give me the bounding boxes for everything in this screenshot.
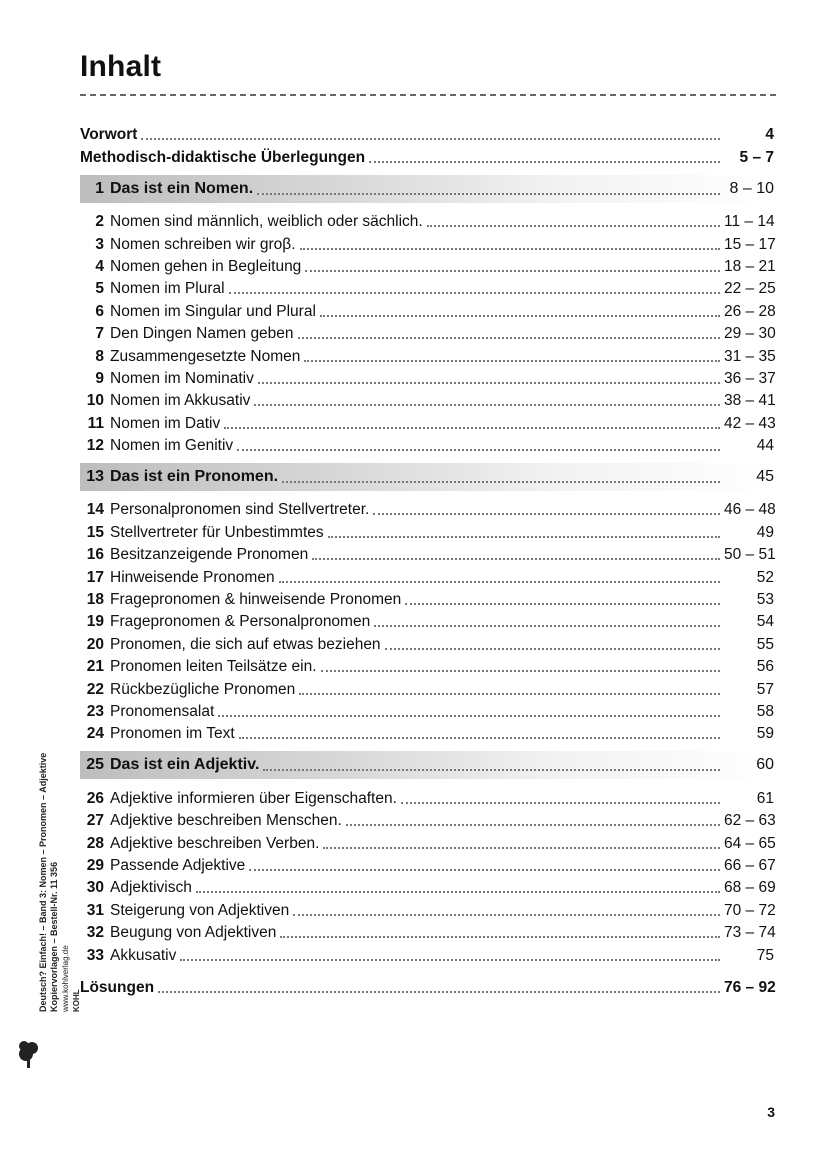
toc-entry-number: 9 — [95, 369, 104, 387]
toc-entry-pages: 56 — [756, 658, 774, 676]
toc-entry[interactable] — [80, 721, 776, 743]
toc-chapter-label: Das ist ein Adjektiv. — [110, 756, 260, 774]
dot-leader — [224, 427, 720, 429]
toc-entry-label: Personalpronomen sind Stellvertreter. — [110, 501, 370, 519]
toc-entry[interactable] — [80, 388, 776, 410]
toc-entry-pages: 18 – 21 — [724, 257, 776, 275]
toc-entry-pages: 64 – 65 — [724, 834, 776, 852]
toc-entry[interactable] — [80, 920, 776, 942]
dot-leader — [304, 360, 720, 362]
toc-entry-label: Rückbezügliche Pronomen — [110, 680, 296, 698]
toc-entry[interactable] — [80, 785, 776, 807]
toc-entry-label: Passende Adjektive — [110, 856, 246, 874]
toc-entry-pages: 50 – 51 — [724, 546, 776, 564]
toc-entry[interactable] — [80, 519, 776, 541]
toc-entry-label: Fragepronomen & Personalpronomen — [110, 613, 371, 631]
dot-leader — [405, 603, 720, 605]
dot-leader — [237, 449, 720, 451]
page-number: 3 — [767, 1104, 775, 1120]
toc-entry-pages: 62 – 63 — [724, 812, 776, 830]
toc-entry-number: 19 — [86, 613, 104, 631]
toc-entry-number: 16 — [86, 546, 104, 564]
toc-entry-label: Akkusativ — [110, 946, 177, 964]
toc-entry-label: Besitzanzeigende Pronomen — [110, 546, 309, 564]
toc-entry-pages: 53 — [756, 591, 774, 609]
dot-leader — [229, 292, 720, 294]
toc-entry-number: 12 — [86, 437, 104, 455]
dot-leader — [385, 648, 720, 650]
dot-leader — [257, 193, 720, 195]
toc-entry[interactable] — [80, 830, 776, 852]
toc-entry[interactable] — [80, 699, 776, 721]
toc-entry-number: 23 — [86, 702, 104, 720]
toc-entry-number: 31 — [86, 901, 104, 919]
toc-chapter-number: 1 — [95, 179, 104, 197]
toc-entry-label: Nomen im Nominativ — [110, 369, 254, 387]
toc-entry-label: Adjektivisch — [110, 879, 192, 897]
toc-entry-pages: 29 – 30 — [724, 325, 776, 343]
toc-entry[interactable] — [80, 497, 776, 519]
book-title: Deutsch? Einfach! – Band 3: Nomen – Pronomen – Adjektive — [38, 752, 48, 1012]
toc-entry-number: 18 — [86, 591, 104, 609]
dot-leader — [196, 891, 720, 893]
dot-leader — [323, 847, 720, 849]
dot-leader — [305, 270, 720, 272]
toc-entry-number: 27 — [86, 812, 104, 830]
toc-entry[interactable] — [80, 321, 776, 343]
toc-entry-label: Nomen sind männlich, weiblich oder sächlich. — [110, 213, 423, 231]
toc-entry[interactable] — [80, 209, 776, 231]
table-of-contents — [80, 122, 776, 997]
toc-entry-pages: 68 – 69 — [724, 879, 776, 897]
dot-leader — [299, 693, 720, 695]
toc-entry-label: Pronomen, die sich auf etwas beziehen — [110, 635, 381, 653]
dot-leader — [328, 536, 720, 538]
toc-entry-pages: 11 – 14 — [724, 213, 775, 231]
toc-entry-pages: 22 – 25 — [724, 280, 776, 298]
toc-entry[interactable] — [80, 231, 776, 253]
toc-chapter-adjektiv[interactable] — [80, 751, 776, 779]
dot-leader — [254, 404, 720, 406]
toc-chapter-label: Das ist ein Nomen. — [110, 179, 254, 197]
toc-entry-number: 20 — [86, 635, 104, 653]
page-title: Inhalt — [80, 50, 162, 83]
toc-entry[interactable] — [80, 587, 776, 609]
toc-entry-label: Pronomen leiten Teilsätze ein. — [110, 658, 317, 676]
toc-entry-label: Nomen im Singular und Plural — [110, 302, 316, 320]
toc-entry-label: Adjektive beschreiben Menschen. — [110, 812, 342, 830]
toc-entry-label: Methodisch-didaktische Überlegungen — [80, 148, 366, 166]
toc-entry-pages: 15 – 17 — [724, 235, 776, 253]
spacer — [80, 965, 776, 975]
toc-entry[interactable] — [80, 343, 776, 365]
toc-entry-number: 29 — [86, 856, 104, 874]
toc-chapter-pronomen[interactable] — [80, 463, 776, 491]
toc-entry-label: Zusammengesetzte Nomen — [110, 347, 301, 365]
publisher-logo — [16, 1016, 64, 1072]
toc-entry-label: Nomen gehen in Begleitung — [110, 257, 302, 275]
publisher-website[interactable]: www.kohlverlag.de — [61, 945, 70, 1012]
toc-entry-number: 2 — [95, 213, 104, 231]
toc-entry[interactable] — [80, 366, 776, 388]
toc-entry-label: Steigerung von Adjektiven — [110, 901, 290, 919]
dot-leader — [249, 869, 720, 871]
toc-entry-methodisch[interactable] — [80, 144, 776, 166]
toc-entry[interactable] — [80, 564, 776, 586]
toc-entry-pages: 52 — [756, 568, 774, 586]
toc-entry-label: Adjektive beschreiben Verben. — [110, 834, 320, 852]
toc-entry-vorwort[interactable] — [80, 122, 776, 144]
toc-entry-label: Lösungen — [80, 978, 155, 996]
toc-entry-number: 21 — [86, 658, 104, 676]
toc-entry[interactable] — [80, 254, 776, 276]
toc-entry-pages: 42 – 43 — [724, 414, 776, 432]
toc-section-adjektiv — [80, 785, 776, 964]
dot-leader — [282, 481, 720, 483]
order-number: Kopiervorlagen – Bestell-Nr. 11 356 — [49, 861, 59, 1012]
toc-chapter-number: 13 — [86, 468, 104, 486]
toc-chapter-number: 25 — [86, 756, 104, 774]
dot-leader — [141, 138, 720, 140]
toc-entry-pages: 54 — [756, 613, 774, 631]
toc-entry-number: 26 — [86, 789, 104, 807]
dot-leader — [321, 670, 720, 672]
dot-leader — [298, 337, 720, 339]
toc-entry[interactable] — [80, 676, 776, 698]
toc-chapter-nomen[interactable] — [80, 175, 776, 203]
toc-entry-pages: 38 – 41 — [724, 392, 776, 410]
toc-entry-label: Nomen im Dativ — [110, 414, 221, 432]
toc-entry-number: 33 — [86, 946, 104, 964]
toc-entry-pages: 61 — [756, 789, 774, 807]
toc-entry-number: 24 — [86, 725, 104, 743]
toc-entry-pages: 31 – 35 — [724, 347, 776, 365]
toc-entry-pages: 59 — [756, 725, 774, 743]
dot-leader — [320, 315, 720, 317]
dot-leader — [300, 248, 720, 250]
toc-entry-number: 4 — [95, 257, 104, 275]
toc-entry-number: 3 — [95, 235, 104, 253]
toc-entry-label: Hinweisende Pronomen — [110, 568, 275, 586]
toc-entry-number: 14 — [86, 501, 104, 519]
toc-entry[interactable] — [80, 631, 776, 653]
dot-leader — [427, 225, 720, 227]
title-divider — [80, 94, 776, 96]
toc-entry-label: Pronomensalat — [110, 702, 215, 720]
toc-entry-pages: 36 – 37 — [724, 369, 776, 387]
toc-entry[interactable] — [80, 942, 776, 964]
toc-entry-label: Nomen im Genitiv — [110, 437, 234, 455]
toc-entry-pages: 44 — [756, 437, 774, 455]
toc-entry-pages: 58 — [756, 702, 774, 720]
toc-entry-label: Stellvertreter für Unbestimmtes — [110, 523, 324, 541]
toc-entry-number: 22 — [86, 680, 104, 698]
toc-entry[interactable] — [80, 897, 776, 919]
dot-leader — [293, 914, 720, 916]
toc-entry-number: 6 — [95, 302, 104, 320]
toc-entry-label: Nomen im Plural — [110, 280, 225, 298]
toc-entry-label: Vorwort — [80, 126, 138, 144]
toc-entry-pages: 70 – 72 — [724, 901, 776, 919]
toc-section-pronomen — [80, 497, 776, 743]
dot-leader — [346, 824, 720, 826]
toc-entry-number: 11 — [87, 414, 104, 432]
publisher-logo-text: KOHL — [72, 989, 81, 1012]
toc-entry[interactable] — [80, 276, 776, 298]
toc-entry-pages: 73 – 74 — [724, 924, 776, 942]
toc-entry-pages: 75 — [756, 946, 774, 964]
dot-leader — [239, 737, 720, 739]
toc-entry-number: 15 — [86, 523, 104, 541]
toc-entry-label: Nomen im Akkusativ — [110, 392, 251, 410]
dot-leader — [373, 513, 720, 515]
dot-leader — [369, 161, 720, 163]
dot-leader — [218, 715, 720, 717]
toc-entry-label: Nomen schreiben wir groβ. — [110, 235, 296, 253]
toc-entry[interactable] — [80, 410, 776, 432]
toc-entry-label: Pronomen im Text — [110, 725, 235, 743]
toc-entry-number: 32 — [86, 924, 104, 942]
toc-entry-pages: 26 – 28 — [724, 302, 776, 320]
toc-entry[interactable] — [80, 433, 776, 455]
toc-section-nomen — [80, 209, 776, 455]
toc-entry[interactable] — [80, 808, 776, 830]
toc-entry[interactable] — [80, 298, 776, 320]
dot-leader — [180, 959, 720, 961]
dot-leader — [263, 769, 720, 771]
dot-leader — [312, 558, 720, 560]
toc-entry-pages: 4 — [765, 126, 774, 144]
toc-entry-pages: 55 — [756, 635, 774, 653]
toc-entry[interactable] — [80, 542, 776, 564]
toc-entry-label: Fragepronomen & hinweisende Pronomen — [110, 591, 402, 609]
toc-entry-number: 8 — [95, 347, 104, 365]
dot-leader — [258, 382, 720, 384]
dot-leader — [401, 802, 720, 804]
toc-entry-number: 10 — [86, 392, 104, 410]
toc-chapter-pages: 8 – 10 — [729, 179, 774, 197]
toc-entry-loesungen[interactable] — [80, 975, 776, 997]
toc-entry-number: 28 — [86, 834, 104, 852]
toc-entry-number: 17 — [86, 568, 104, 586]
toc-entry-pages: 5 – 7 — [739, 148, 774, 166]
toc-entry-number: 5 — [95, 280, 104, 298]
toc-entry-pages: 57 — [756, 680, 774, 698]
toc-entry-number: 30 — [86, 879, 104, 897]
dot-leader — [279, 581, 720, 583]
toc-entry-label: Den Dingen Namen geben — [110, 325, 294, 343]
dot-leader — [280, 936, 720, 938]
dot-leader — [374, 625, 720, 627]
toc-entry-pages: 49 — [756, 523, 774, 541]
toc-entry[interactable] — [80, 609, 776, 631]
toc-chapter-pages: 45 — [756, 468, 774, 486]
toc-entry-pages: 76 – 92 — [724, 978, 776, 996]
dot-leader — [158, 991, 720, 993]
toc-entry[interactable] — [80, 875, 776, 897]
toc-entry-pages: 66 – 67 — [724, 856, 776, 874]
publisher-sidebar — [38, 712, 82, 1012]
toc-entry[interactable] — [80, 654, 776, 676]
toc-chapter-label: Das ist ein Pronomen. — [110, 468, 279, 486]
toc-entry-number: 7 — [95, 325, 104, 343]
toc-entry-pages: 46 – 48 — [724, 501, 776, 519]
toc-entry-label: Adjektive informieren über Eigenschaften. — [110, 789, 397, 807]
toc-entry[interactable] — [80, 853, 776, 875]
toc-chapter-pages: 60 — [756, 756, 774, 774]
toc-entry-label: Beugung von Adjektiven — [110, 924, 277, 942]
